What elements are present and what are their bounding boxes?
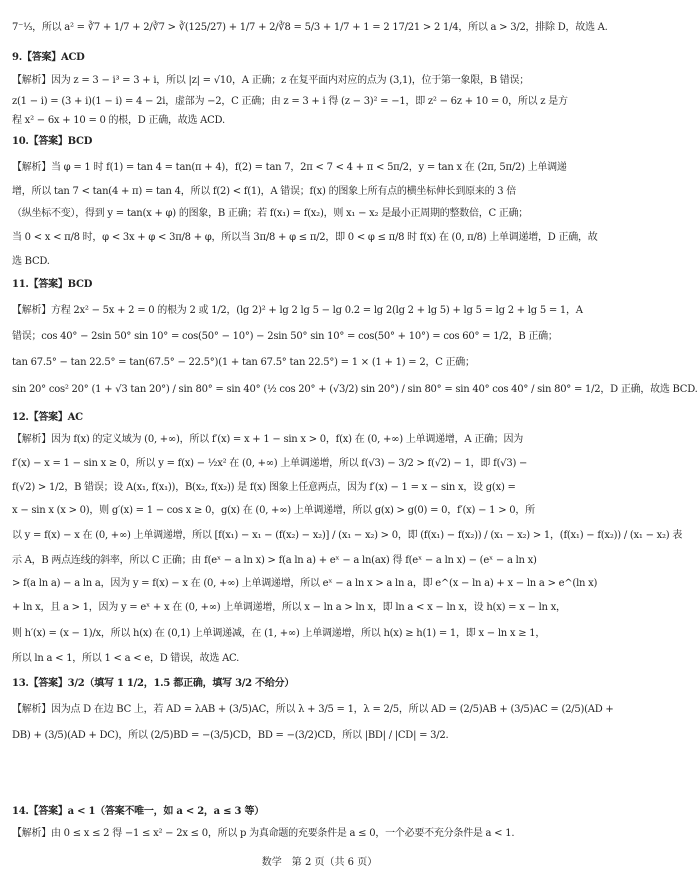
analysis-line: + ln x，且 a > 1，因为 y = eˣ + x 在 (0, +∞) 上单调递增，所以 x − ln a > ln x，即 ln a < x − ln x，设 h(x) = x − ln x， [12, 602, 566, 613]
analysis-line: 【解析】由 0 ≤ x ≤ 2 得 −1 ≤ x² − 2x ≤ 0，所以 p 为真命题的充要条件是 a ≤ 0，一个必要不充分条件是 a < 1. [12, 828, 515, 839]
page-footer: 数学 第 2 页（共 6 页） [261, 857, 378, 868]
analysis-line: 示 A，B 两点连线的斜率，所以 C 正确；由 f(eˣ − a ln x) > f(a ln a) + eˣ − a ln(ax) 得 f(eˣ − a ln x) − (eˣ − a ln x) [12, 555, 537, 566]
analysis-line: f′(x) − x = 1 − sin x ≥ 0，所以 y = f(x) − ½x² 在 (0, +∞) 上单调递增，所以 f(√3) − 3/2 > f(√2) − 1，即 f(√3) − [12, 458, 528, 469]
answer-heading-11: 11.【答案】BCD [12, 279, 93, 290]
analysis-line: > f(a ln a) − a ln a，因为 y = f(x) − x 在 (0, +∞) 上单调递增，所以 eˣ − a ln x > a ln a，即 e^(x − ln a) + x − ln a > e^(ln x) [12, 578, 598, 589]
answer-heading-10: 10.【答案】BCD [12, 136, 93, 147]
answer-heading-12: 12.【答案】AC [12, 412, 83, 423]
analysis-line: 【解析】因为 f(x) 的定义域为 (0, +∞)，所以 f′(x) = x + 1 − sin x > 0，f(x) 在 (0, +∞) 上单调递增，A 正确；因为 [12, 434, 523, 445]
analysis-line: 错误；cos 40° − 2sin 50° sin 10° = cos(50° − 10°) − 2sin 50° sin 10° = cos(50° + 10°) = cos 60° = 1/2，B 正确； [12, 331, 558, 342]
analysis-line: 【解析】因为点 D 在边 BC 上，若 AD = λAB + (3/5)AC，所以 λ + 3/5 = 1，λ = 2/5，所以 AD = (2/5)AB + (3/5)AC = (2/5)(AD + [12, 704, 614, 715]
analysis-line: sin 20° cos² 20° (1 + √3 tan 20°) / sin 80° = sin 40° (½ cos 20° + (√3/2) sin 20°) / sin 80° = sin 40° cos 40° / sin 80° = 1/2，D 正确，故选 BCD. [12, 384, 698, 395]
analysis-line: 当 0 < x < π/8 时，φ < 3x + φ < 3π/8 + φ，所以当 3π/8 + φ ≤ π/2，即 0 < φ ≤ π/8 时 f(x) 在 (0, π/8) 上单调递增，D 正确，故 [12, 232, 598, 243]
analysis-line: tan 67.5° − tan 22.5° = tan(67.5° − 22.5°)(1 + tan 67.5° tan 22.5°) = 1 × (1 + 1) = 2，C 正确； [12, 357, 475, 368]
analysis-line: 选 BCD. [12, 256, 50, 267]
answer-heading-9: 9.【答案】ACD [12, 52, 85, 63]
analysis-line: 【解析】当 φ = 1 时 f(1) = tan 4 = tan(π + 4)，f(2) = tan 7，2π < 7 < 4 + π < 5π/2，y = tan x 在 (2π, 5π/2) 上单调递 [12, 162, 567, 173]
analysis-line: 所以 ln a < 1，所以 1 < a < e，D 错误，故选 AC. [12, 653, 240, 664]
analysis-line: 【解析】方程 2x² − 5x + 2 = 0 的根为 2 或 1/2，(lg 2)² + lg 2 lg 5 − lg 0.2 = lg 2(lg 2 + lg 5) + lg 5 = lg 2 + lg 5 = 1，A [12, 305, 583, 316]
analysis-line: DB) + (3/5)(AD + DC)，所以 (2/5)BD = −(3/5)CD，BD = −(3/2)CD，所以 |BD| / |CD| = 3/2. [12, 730, 449, 741]
analysis-line: 【解析】因为 z = 3 − i³ = 3 + i，所以 |z| = √10，A 正确；z 在复平面内对应的点为 (3,1)，位于第一象限，B 错误； [12, 75, 530, 86]
analysis-line: z(1 − i) = (3 + i)(1 − i) = 4 − 2i，虚部为 −2，C 正确；由 z = 3 + i 得 (z − 3)² = −1，即 z² − 6z + 10 = 0，所以 z 是方 [12, 96, 568, 107]
analysis-line: 以 y = f(x) − x 在 (0, +∞) 上单调递增，所以 [f(x₁) − x₁ − (f(x₂) − x₂)] / (x₁ − x₂) > 0，即 (f(x₁) − f(x₂)) / (x₁ − x₂) > 1，(f(x₁) − f(x₂)) / (x₁ − x₂) 表 [12, 530, 683, 541]
analysis-line: f(√2) > 1/2，B 错误；设 A(x₁, f(x₁))，B(x₂, f(x₂)) 是 f(x) 图象上任意两点，因为 f′(x) − 1 = x − sin x，设 g(x) = [12, 482, 516, 493]
answer-heading-14: 14.【答案】a < 1（答案不唯一，如 a < 2，a ≤ 3 等） [12, 806, 264, 817]
answer-heading-13: 13.【答案】3/2（填写 1 1/2，1.5 都正确，填写 3/2 不给分） [12, 678, 295, 689]
text-line-1: 7⁻¹⁄₃，所以 a² = ∛7 + 1/7 + 2/∛7 > ∛(125/27) + 1/7 + 2/∛8 = 5/3 + 1/7 + 1 = 2 17/21 > 2 1/4，所以 a > 3/2，排除 D，故选 A. [12, 22, 608, 33]
analysis-line: 增，所以 tan 7 < tan(4 + π) = tan 4，所以 f(2) < f(1)，A 错误；f(x) 的图象上所有点的横坐标伸长到原来的 3 倍 [12, 186, 517, 197]
analysis-line: 则 h′(x) = (x − 1)/x，所以 h(x) 在 (0,1) 上单调递减，在 (1, +∞) 上单调递增，所以 h(x) ≥ h(1) = 1，即 x − ln x ≥ 1， [12, 628, 546, 639]
analysis-line: x − sin x (x > 0)，则 g′(x) = 1 − cos x ≥ 0，g(x) 在 (0, +∞) 上单调递增，所以 g(x) > g(0) = 0，f′(x) − 1 > 0，所 [12, 505, 535, 516]
analysis-line: （纵坐标不变），得到 y = tan(x + φ) 的图象，B 正确；若 f(x₁) = f(x₂)，则 x₁ − x₂ 是最小正周期的整数倍，C 正确； [12, 208, 529, 219]
analysis-line: 程 x² − 6x + 10 = 0 的根，D 正确，故选 ACD. [12, 115, 225, 126]
